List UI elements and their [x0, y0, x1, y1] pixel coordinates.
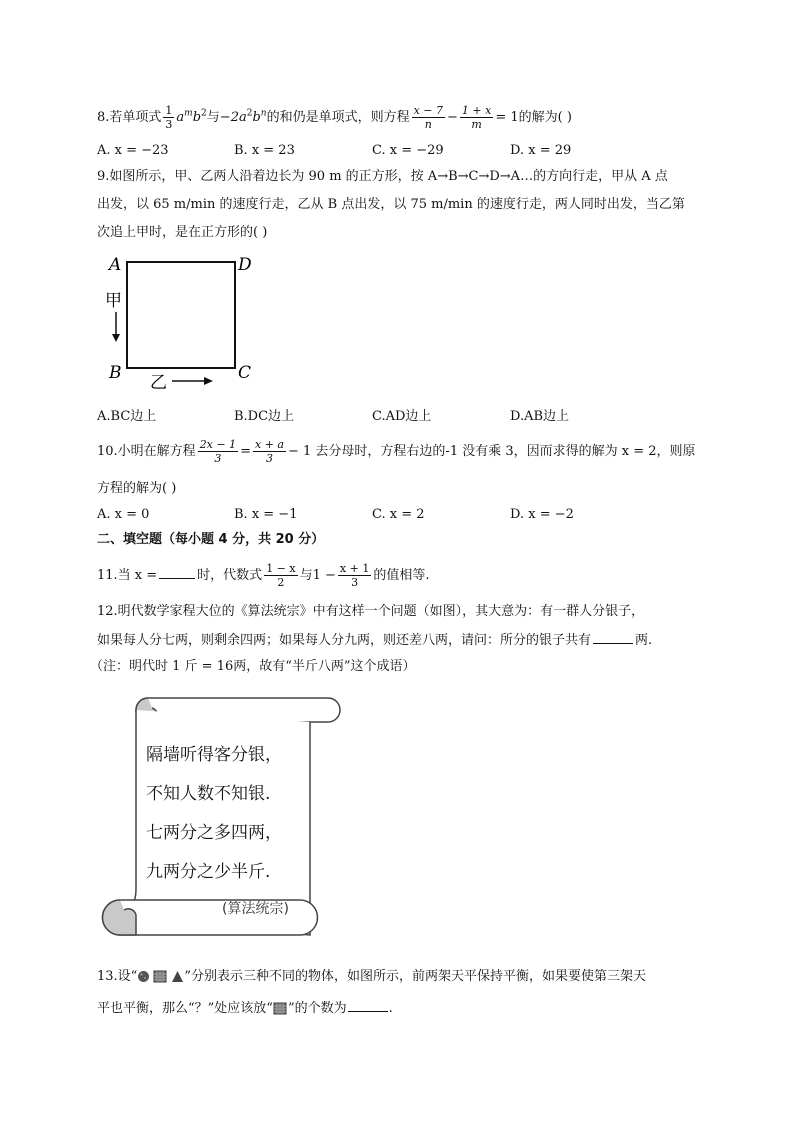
q8-prefix: 8.若单项式	[97, 110, 162, 125]
scroll-line-4: 九两分之少半斤.	[146, 862, 271, 882]
q8-option-d[interactable]: D. x = 29	[510, 143, 572, 158]
vertex-a-label: A	[109, 255, 122, 275]
q13-line-2: 平也平衡，那么“？”处应该放“ ”的个数为 .	[97, 1001, 393, 1016]
q8-option-a[interactable]: A. x = −23	[97, 143, 169, 158]
circle-object-icon	[137, 970, 150, 983]
q12-line-1: 12.明代数学家程大位的《算法统宗》中有这样一个问题（如图），其大意为：有一群人分银子，	[97, 604, 645, 619]
scroll-line-3: 七两分之多四两，	[146, 823, 282, 843]
q8-option-b[interactable]: B. x = 23	[234, 143, 295, 158]
vertex-d-label: D	[238, 255, 252, 275]
q11-fraction-2: $\frac{x + 1}{3}$	[339, 562, 370, 589]
vertex-c-label: C	[238, 363, 252, 383]
q10-option-b[interactable]: B. x = −1	[234, 507, 298, 522]
scroll-line-1: 隔墙听得客分银，	[146, 745, 282, 765]
square	[127, 262, 235, 368]
q9-line-3: 次追上甲时，是在正方形的( )	[97, 225, 268, 240]
q9-line-1: 9.如图所示，甲、乙两人沿着边长为 90 m 的正方形，按 A→B→C→D→A…的方向行走，甲从 A 点	[97, 169, 668, 184]
q10-option-d[interactable]: D. x = −2	[510, 507, 574, 522]
q11-answer-blank[interactable]	[159, 566, 195, 579]
q9-option-a[interactable]: A.BC边上	[97, 409, 157, 424]
q10-option-c[interactable]: C. x = 2	[372, 507, 425, 522]
square-object-icon	[153, 970, 168, 983]
square-object-icon	[273, 1002, 288, 1015]
jia-arrowhead	[112, 334, 120, 342]
jia-label: 甲	[105, 291, 122, 311]
q12-line-2: 如果每人分七两，则剩余四两；如果每人分九两，则还差八两，请问：所分的银子共有 两.	[97, 633, 653, 648]
yi-arrowhead	[204, 377, 213, 385]
q8-eq-fraction-2: $\frac{1 + x}{m}$	[461, 104, 492, 131]
q13-line-1: 13.设“ ”分别表示三种不同的物体，如图所示，前两架天平保持平衡，如果要使第三架天	[97, 969, 646, 984]
q12-answer-blank[interactable]	[593, 631, 633, 644]
triangle-object-icon	[171, 970, 184, 983]
q9-option-c[interactable]: C.AD边上	[372, 409, 432, 424]
q9-option-b[interactable]: B.DC边上	[234, 409, 295, 424]
q9-square-figure	[100, 250, 270, 390]
q10-option-a[interactable]: A. x = 0	[97, 507, 150, 522]
q13-answer-blank[interactable]	[348, 999, 388, 1012]
q9-line-2: 出发，以 65 m/min 的速度行走，乙从 B 点出发，以 75 m/min 的速度行走，两人同时出发，当乙第	[97, 197, 685, 212]
q8-coef-fraction: $\frac{1}{3}$	[165, 104, 173, 131]
q11-fraction-1: $\frac{1 - x}{2}$	[266, 562, 296, 589]
q10-fraction-2: $\frac{x + a}{3}$	[255, 438, 284, 465]
q9-option-d[interactable]: D.AB边上	[510, 409, 570, 424]
q8-eq-fraction-1: $\frac{x - 7}{n}$	[413, 104, 444, 131]
q10-line-1: 10.小明在解方程 $\frac{2x - 1}{3}$ = $\frac{x + a}{3}$ − 1 去分母时，方程右边的-1 没有乘 3，因而求得的解为 x = 2，则原	[97, 438, 696, 465]
q11-line: 11.当 x = 时，代数式 $\frac{1 - x}{2}$ 与1 − $\frac{x + 1}{3}$ 的值相等.	[97, 562, 430, 589]
scroll-source: (算法统宗)	[222, 901, 289, 917]
q8-option-c[interactable]: C. x = −29	[372, 143, 444, 158]
q12-note: （注：明代时 1 斤 = 16两，故有“半斤八两”这个成语）	[90, 659, 416, 674]
q10-line-2: 方程的解为( )	[97, 481, 177, 496]
section-2-heading: 二、填空题（每小题 4 分，共 20 分）	[97, 532, 325, 547]
vertex-b-label: B	[109, 363, 122, 383]
q8-line: 8.若单项式 $\frac{1}{3}$ $a^mb^2$与$-2a^2b^n$的和仍是单项式，则方程 $\frac{x - 7}{n}$ − $\frac{1 + x}{m}$ = 1的解为( )	[97, 104, 572, 131]
yi-label: 乙	[150, 373, 167, 390]
scroll-line-2: 不知人数不知银.	[146, 784, 271, 804]
q10-fraction-1: $\frac{2x - 1}{3}$	[199, 438, 237, 465]
